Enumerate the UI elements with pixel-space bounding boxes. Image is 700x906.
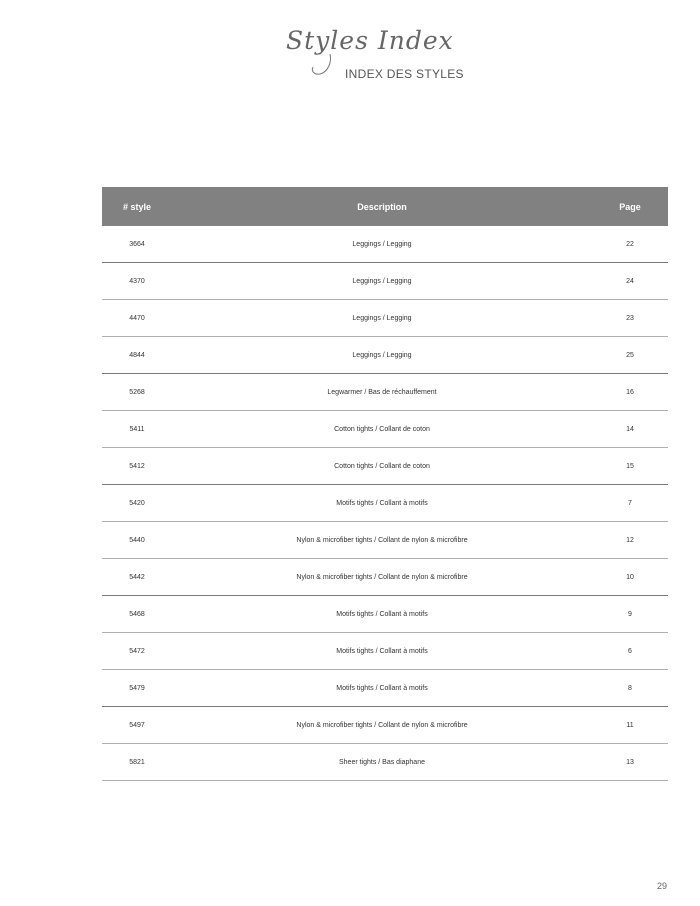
cell-page: 24 [592,263,668,300]
table-body [102,226,668,781]
cell-page: 13 [592,744,668,781]
cell-page: 12 [592,522,668,559]
table-row [102,448,668,485]
cell-style: 5442 [102,559,172,596]
table-row [102,226,668,263]
cell-page: 8 [592,670,668,707]
cell-style: 5468 [102,596,172,633]
cell-page: 11 [592,707,668,744]
table-row [102,596,668,633]
table-row [102,670,668,707]
cell-description: Motifs tights / Collant à motifs [172,596,592,633]
cell-description: Motifs tights / Collant à motifs [172,670,592,707]
cell-style: 5411 [102,411,172,448]
cell-page: 25 [592,337,668,374]
table-row [102,633,668,670]
cell-style: 4844 [102,337,172,374]
cell-description: Nylon & microfiber tights / Collant de nylon & microfibre [172,559,592,596]
cell-description: Cotton tights / Collant de coton [172,411,592,448]
column-header-page: Page [592,187,668,226]
table-row [102,337,668,374]
column-header-style: # style [102,187,172,226]
cell-page: 6 [592,633,668,670]
page-subtitle: INDEX DES STYLES [345,67,464,81]
cell-style: 5821 [102,744,172,781]
cell-style: 5472 [102,633,172,670]
table-header-row [102,187,668,226]
cell-style: 5440 [102,522,172,559]
cell-description: Sheer tights / Bas diaphane [172,744,592,781]
cell-style: 5268 [102,374,172,411]
cell-description: Nylon & microfiber tights / Collant de nylon & microfibre [172,707,592,744]
cell-page: 22 [592,226,668,263]
page-header [0,0,700,90]
title-swash-decoration [308,52,338,78]
cell-style: 5420 [102,485,172,522]
table-row [102,411,668,448]
table-row [102,263,668,300]
cell-page: 15 [592,448,668,485]
styles-index-table [102,187,668,781]
cell-description: Leggings / Legging [172,300,592,337]
table-row [102,300,668,337]
cell-style: 4370 [102,263,172,300]
column-header-description: Description [172,187,592,226]
table-row [102,485,668,522]
cell-description: Leggings / Legging [172,263,592,300]
cell-page: 16 [592,374,668,411]
cell-page: 7 [592,485,668,522]
cell-description: Leggings / Legging [172,226,592,263]
table-row [102,707,668,744]
cell-style: 5479 [102,670,172,707]
cell-description: Motifs tights / Collant à motifs [172,485,592,522]
cell-page: 14 [592,411,668,448]
cell-page: 10 [592,559,668,596]
cell-description: Nylon & microfiber tights / Collant de nylon & microfibre [172,522,592,559]
cell-description: Motifs tights / Collant à motifs [172,633,592,670]
cell-style: 3664 [102,226,172,263]
cell-description: Leggings / Legging [172,337,592,374]
cell-style: 5497 [102,707,172,744]
cell-page: 9 [592,596,668,633]
table-row [102,522,668,559]
table-row [102,559,668,596]
table-row [102,744,668,781]
cell-style: 4470 [102,300,172,337]
script-title: Styles Index [286,26,454,55]
table-row [102,374,668,411]
cell-style: 5412 [102,448,172,485]
cell-description: Cotton tights / Collant de coton [172,448,592,485]
cell-page: 23 [592,300,668,337]
cell-description: Legwarmer / Bas de réchauffement [172,374,592,411]
page-number: 29 [657,881,668,891]
